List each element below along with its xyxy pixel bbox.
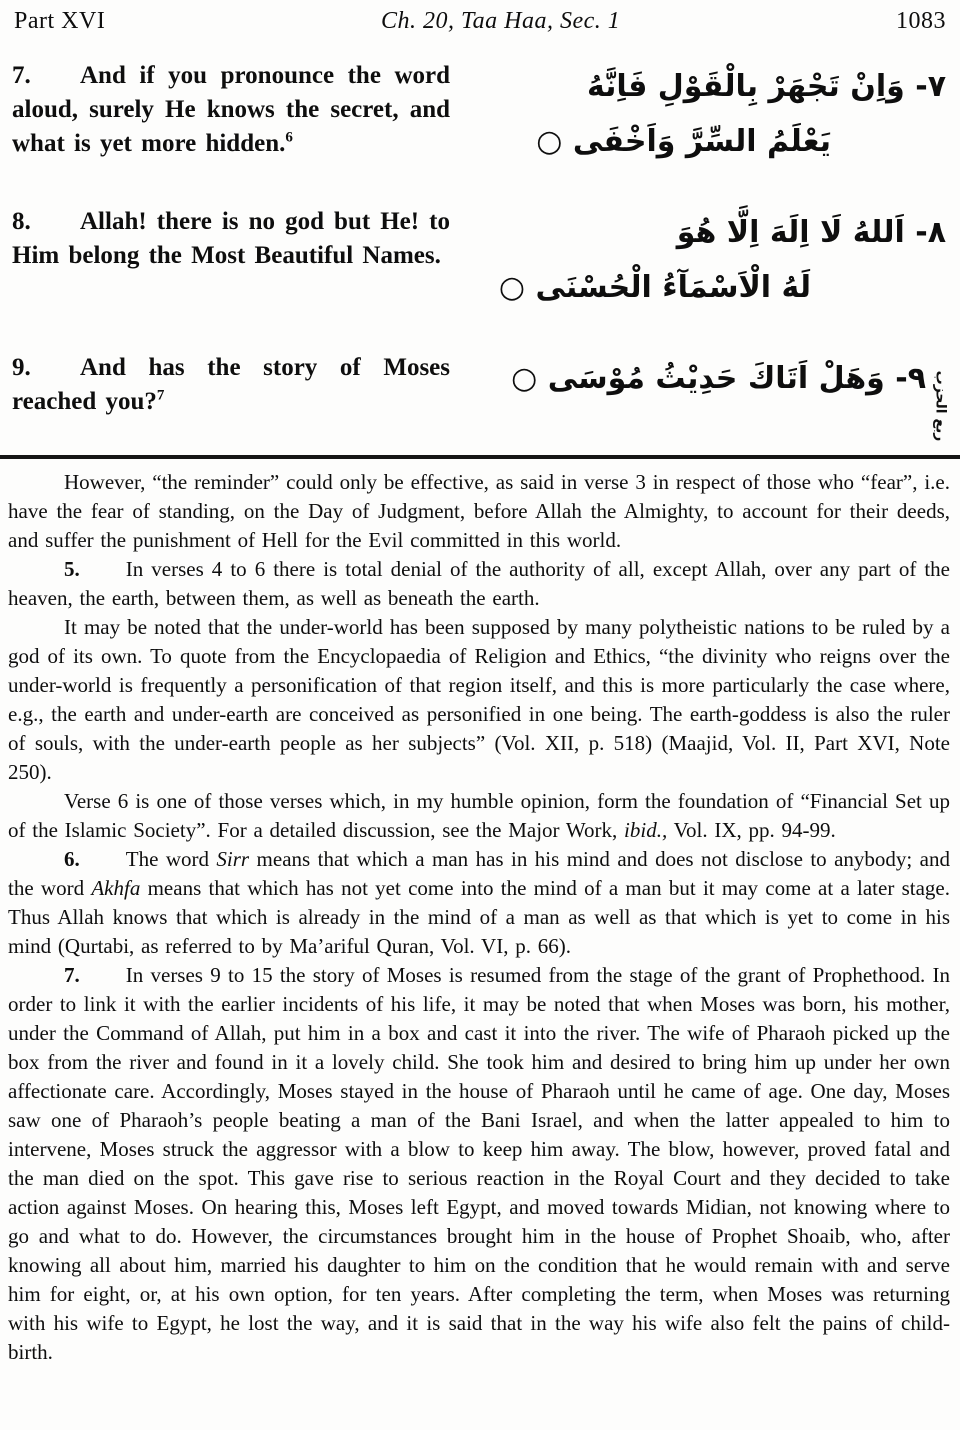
verse-row	[12, 205, 954, 315]
text-segment: ibid.,	[624, 818, 668, 842]
arabic-line: لَهُ الْاَسْمَآءُ الْحُسْنَى ○	[498, 270, 811, 305]
margin-hizb-marker: ربع الحزب	[932, 370, 949, 442]
page-number: 1083	[896, 8, 946, 34]
text-segment: Vol. IX, pp. 94-99.	[667, 818, 836, 842]
verse-number: 8.	[12, 208, 31, 235]
arabic-line: ٨- اَللهُ لَا اِلَهَ اِلَّا هُوَ	[676, 215, 946, 250]
verse-row	[12, 59, 954, 169]
arabic-line: ٩- وَهَلْ اَتَاكَ حَدِيْثُ مُوْسَى ○	[511, 361, 926, 396]
commentary-paragraph	[8, 787, 950, 845]
verse-english-text: 8. Allah! there is no god but He! to Him belong the Most Beautiful Names.	[12, 205, 450, 315]
commentary-paragraph	[8, 961, 950, 1367]
commentary-paragraph	[8, 845, 950, 961]
note-number: 5.	[64, 557, 80, 581]
arabic-line: يَعْلَمُ السِّرَّ وَاَخْفَى ○	[536, 124, 831, 159]
chapter-title: Ch. 20, Taa Haa, Sec. 1	[381, 8, 621, 34]
verses-section	[0, 59, 960, 419]
text-segment: In verses 9 to 15 the story of Moses is resumed from the stage of the grant of Prophethood. In order to link it with the earlier incidents of his life, it may be noted that when Moses was born, his mother, under the Command of Allah, put him in a box and cast it into the river. The wife of Pharaoh picked up the box from the river and found in it a lovely child. She took him and desired to bring him up under her own affectionate care. Accordingly, Moses stayed in the house of Pharaoh until he came of age. One day, Moses saw one of Pharaoh’s people beating a man of the Bani Israel, and when the latter appealed to him to intervene, Moses struck the aggressor with a blow to keep him away. The blow, however, proved fatal and the man died on the spot. This gave rise to serious reaction in the Royal Court and they decided to take action against Moses. On hearing this, Moses left Egypt, and moved towards Midian, not knowing where to go and what to do. However, the circumstances brought him in the house of Prophet Shoaib, who, after knowing all about him, married his daughter to him on the condition that he would remain with and serve him for eight, or, at his own option, for ten years. After completing the term, when Moses was returning with his wife to Egypt, he lost the way, and it is said that in the way his wife also felt the pains of child-birth.	[8, 963, 950, 1364]
note-number: 6.	[64, 847, 80, 871]
verse-number: 9.	[12, 354, 31, 381]
footnote-reference: 7	[156, 387, 165, 404]
text-segment: It may be noted that the under-world has been supposed by many polytheistic nations to be ruled by a god of its own. To quote from the Encyclopaedia of Religion and Ethics, “the divinity who reigns over the under-world is frequently a personification of that region itself, and this is more particularly the case where, e.g., the earth and under-earth are conceived as personified in one being. The earth-goddess is also the ruler of souls, with the under-earth people as her subjects” (Vol. XII, p. 518) (Maajid, Vol. II, Part XVI, Note 250).	[8, 615, 950, 784]
verse-arabic-text	[450, 351, 954, 419]
verse-arabic-text	[450, 205, 954, 315]
footnote-reference: 6	[285, 129, 293, 146]
text-segment: Akhfa	[91, 876, 141, 900]
text-segment: Verse 6 is one of those verses which, in my humble opinion, form the foundation of “Financial Set up of the Islamic Society”. For a detailed discussion, see the Major Work,	[8, 789, 950, 842]
text-segment: means that which a man has in his mind and does not disclose to anybody; and the word	[8, 847, 950, 900]
note-number: 7.	[64, 963, 80, 987]
verse-arabic-text	[450, 59, 954, 169]
page-header	[0, 0, 960, 35]
part-label: Part XVI	[14, 8, 106, 34]
verse-english-text: 9. And has the story of Moses reached you?$^7$	[12, 351, 450, 419]
arabic-line: ٧- وَاِنْ تَجْهَرْ بِالْقَوْلِ فَاِنَّهُ	[586, 69, 946, 104]
commentary-paragraph	[8, 555, 950, 613]
commentary-paragraph	[8, 613, 950, 787]
text-segment: In verses 4 to 6 there is total denial of the authority of all, except Allah, over any part of the heaven, the earth, between them, as well as beneath the earth.	[8, 557, 950, 610]
verse-english-text: 7. And if you pronounce the word aloud, surely He knows the secret, and what is yet more hidden.$^6$	[12, 59, 450, 169]
text-segment: Sirr	[216, 847, 250, 871]
commentary-section	[0, 459, 960, 1367]
text-segment: The word	[125, 847, 217, 871]
text-segment: However, “the reminder” could only be effective, as said in verse 3 in respect of those who “fear”, i.e. have the fear of standing, on the Day of Judgment, before Allah the Almighty, to account for their deeds, and suffer the punishment of Hell for the Evil committed in this world.	[8, 470, 950, 552]
verse-row	[12, 351, 954, 419]
verse-number: 7.	[12, 62, 31, 89]
commentary-paragraph	[8, 468, 950, 555]
text-segment: means that which has not yet come into the mind of a man but it may come at a later stage. Thus Allah knows that which is already in the mind of a man as well as that which is yet to come in his mind (Qurtabi, as referred to by Ma’ariful Quran, Vol. VI, p. 66).	[8, 876, 950, 958]
